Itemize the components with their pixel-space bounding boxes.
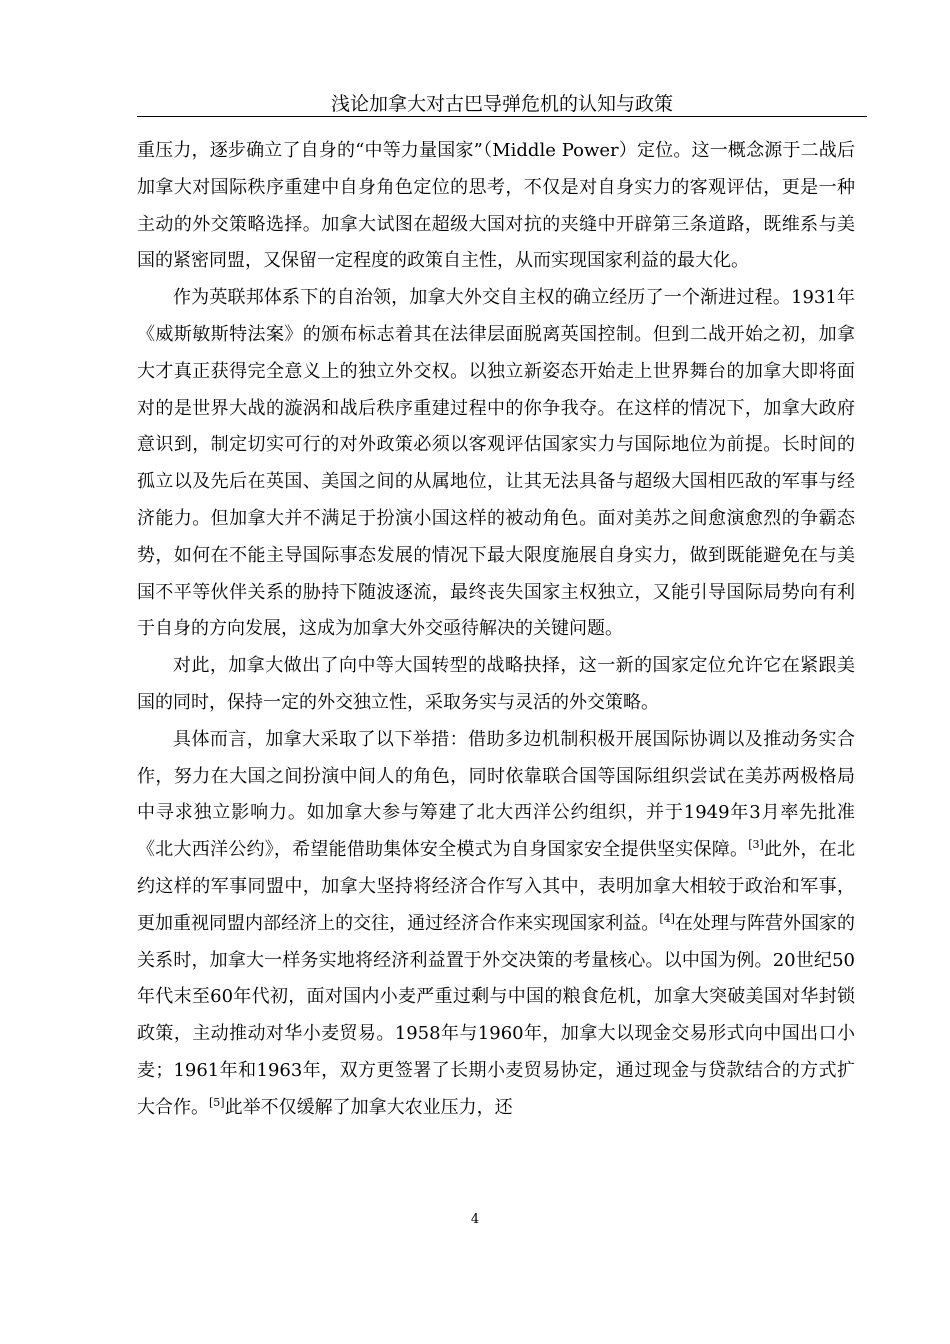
citation-reference: [4] (659, 911, 675, 925)
paragraph-text: 此外，在北约这样的军事同盟中，加拿大坚持将经济合作写入其中，表明加拿大相较于政治和军事，更加重视同盟内部经济上的交往，通过经济合作来实现国家利益。 (137, 839, 856, 934)
body-text (137, 133, 855, 1127)
paragraph: 作为英联邦体系下的自治领，加拿大外交自主权的确立经历了一个渐进过程。1931年《威斯敏斯特法案》的颁布标志着其在法律层面脱离英国控制。但到二战开始之初，加拿大才真正获得完全意义上的独立外交权。以独立新姿态开始走上世界舞台的加拿大即将面对的是世界大战的漩涡和战后秩序重建过程中的你争我夺。在这样的情况下，加拿大政府意识到，制定切实可行的对外政策必须以客观评估国家实力与国际地位为前提。长时间的孤立以及先后在英国、美国之间的从属地位，让其无法具备与超级大国相匹敌的军事与经济能力。但加拿大并不满足于扮演小国这样的被动角色。面对美苏之间愈演愈烈的争霸态势，如何在不能主导国际事态发展的情况下最大限度施展自身实力，做到既能避免在与美国不平等伙伴关系的胁持下随波逐流，最终丧失国家主权独立，又能引导国际局势向有利于自身的方向发展，这成为加拿大外交亟待解决的关键问题。 (137, 287, 855, 640)
citation-reference: [3] (748, 838, 764, 852)
page-number: 4 (470, 1212, 480, 1227)
header-divider (137, 116, 867, 117)
paragraph: 对此，加拿大做出了向中等大国转型的战略抉择，这一新的国家定位允许它在紧跟美国的同时，保持一定的外交独立性，采取务实与灵活的外交策略。 (137, 655, 855, 713)
paragraph-text: 具体而言，加拿大采取了以下举措：借助多边机制积极开展国际协调以及推动务实合作，努力在大国之间扮演中间人的角色，同时依靠联合国等国际组织尝试在美苏两极格局中寻求独立影响力。如加拿大参与筹建了北大西洋公约组织，并于1949年3月率先批准《北大西洋公约》，希望能借助集体安全模式为自身国家安全提供坚实保障。 (137, 728, 855, 861)
paragraph (137, 722, 855, 1127)
paragraph-text: 在处理与阵营外国家的关系时，加拿大一样务实地将经济利益置于外交决策的考量核心。以中国为例。20世纪50年代末至60年代初，面对国内小麦严重过剩与中国的粮食危机，加拿大突破美国对华封锁政策，主动推动对华小麦贸易。1958年与1960年，加拿大以现金交易形式向中国出口小麦；1961年和1963年，双方更签署了长期小麦贸易协定，通过现金与贷款结合的方式扩大合作。 (137, 912, 856, 1118)
page-header-title: 浅论加拿大对古巴导弹危机的认知与政策 (330, 93, 673, 115)
paragraph: 重压力，逐步确立了自身的“中等力量国家”（Middle Power）定位。这一概念源于二战后加拿大对国际秩序重建中自身角色定位的思考，不仅是对自身实力的客观评估，更是一种主动的外交策略选择。加拿大试图在超级大国对抗的夹缝中开辟第三条道路，既维系与美国的紧密同盟，又保留一定程度的政策自主性，从而实现国家利益的最大化。 (137, 140, 855, 272)
paragraph-text: 此举不仅缓解了加拿大农业压力，还 (224, 1096, 513, 1118)
citation-reference: [5] (209, 1095, 225, 1109)
